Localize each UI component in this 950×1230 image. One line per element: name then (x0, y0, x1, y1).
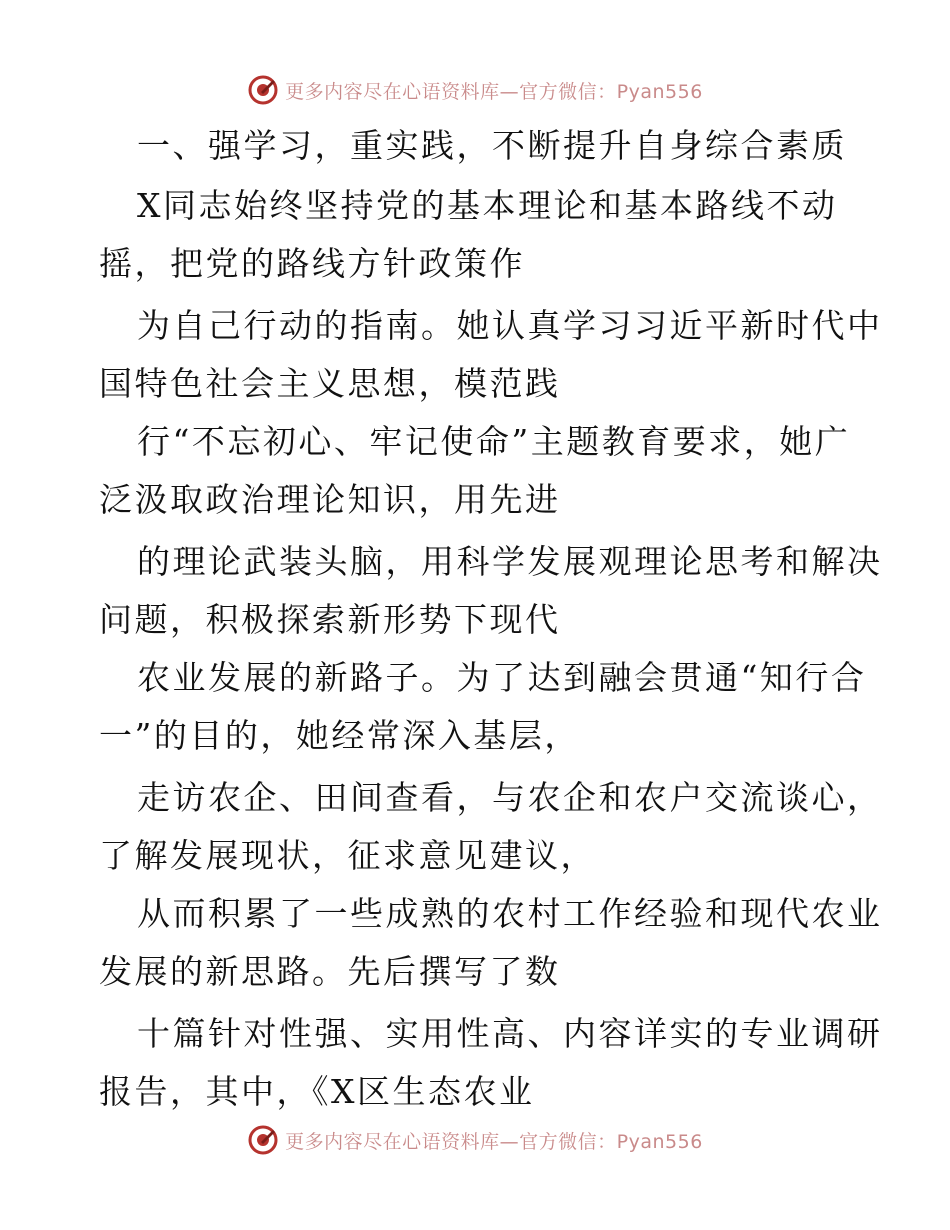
footer-watermark (0, 1120, 950, 1160)
pen-logo-icon (247, 74, 279, 106)
paragraph-line: 发展的新思路。先后撰写了数 (99, 952, 561, 991)
watermark-text: 更多内容尽在心语资料库—官方微信：Pyan556 (285, 1130, 703, 1153)
paragraph-line: 为自己行动的指南。她认真学习习近平新时代中 (137, 306, 883, 345)
header-watermark (0, 70, 950, 110)
pen-logo-icon (247, 1124, 279, 1156)
paragraph-line: X同志始终坚持党的基本理论和基本路线不动 (137, 186, 838, 225)
paragraph-line: 摇，把党的路线方针政策作 (99, 244, 525, 283)
paragraph-line: 了解发展现状，征求意见建议， (99, 836, 596, 875)
paragraph-line: 一”的目的，她经常深入基层， (99, 716, 580, 755)
paragraph-line: 问题，积极探索新形势下现代 (99, 600, 561, 639)
paragraph-line: 一、强学习，重实践，不断提升自身综合素质 (137, 126, 847, 165)
paragraph-line: 的理论武装头脑，用科学发展观理论思考和解决 (137, 542, 883, 581)
paragraph-line: 行“不忘初心、牢记使命”主题教育要求，她广 (137, 422, 851, 461)
paragraph-line: 走访农企、田间查看，与农企和农户交流谈心， (137, 778, 883, 817)
paragraph-line: 国特色社会主义思想，模范践 (99, 364, 561, 403)
paragraph-line: 泛汲取政治理论知识，用先进 (99, 480, 561, 519)
paragraph-line: 报告，其中，《X区生态农业 (99, 1072, 535, 1111)
paragraph-line: 农业发展的新路子。为了达到融会贯通“知行合 (137, 658, 867, 697)
paragraph-line: 从而积累了一些成熟的农村工作经验和现代农业 (137, 894, 883, 933)
paragraph-line: 十篇针对性强、实用性高、内容详实的专业调研 (137, 1014, 883, 1053)
watermark-text: 更多内容尽在心语资料库—官方微信：Pyan556 (285, 80, 703, 103)
